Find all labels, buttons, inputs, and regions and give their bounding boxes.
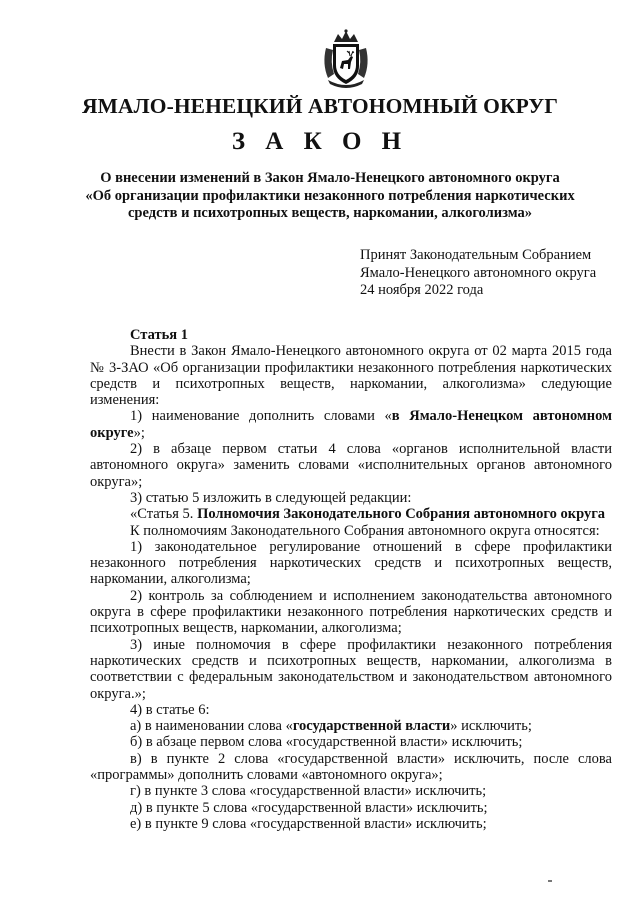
law-title-line: средств и психотропных веществ, наркомании, алкоголизма» [128, 205, 532, 221]
article-intro: Внести в Закон Ямало-Ненецкого автономного округа от 02 марта 2015 года № 3-ЗАО «Об организации профилактики незаконного потребления наркотических средств и психотропных веществ, наркомании, алкоголизма» следующие изменения: [90, 343, 612, 409]
law-title-line: О внесении изменений в Закон Ямало-Ненецкого автономного округа [100, 170, 560, 186]
scan-mark [548, 880, 552, 882]
text-run: «Статья 5. [130, 506, 198, 523]
sub-item: д) в пункте 5 слова «государственной власти» исключить; [130, 799, 488, 816]
sub-item: в) в пункте 2 слова «государственной власти» исключить, после слова «программы» дополнить словами «автономного округа»; [90, 750, 612, 784]
sub-item: е) в пункте 9 слова «государственной власти» исключить; [130, 815, 487, 832]
adoption-line: Ямало-Ненецкого автономного округа [360, 264, 597, 281]
adoption-date: 24 ноября 2022 года [360, 282, 484, 298]
adoption-note [360, 247, 596, 300]
bold-text-run: Полномочия Законодательного Собрания автономного округа [197, 506, 606, 523]
new-article-paragraph: К полномочиям Законодательного Собрания автономного округа относятся: [130, 522, 600, 539]
amendment-item: 3) статью 5 изложить в следующей редакции: [130, 489, 412, 506]
new-article-paragraph: 1) законодательное регулирование отношений в сфере профилактики незаконного потребления наркотических средств и психотропных веществ, наркомании, алкоголизма; [90, 538, 612, 588]
amendment-item: 4) в статье 6: [130, 701, 210, 718]
adoption-line: Принят Законодательным Собранием [360, 247, 592, 263]
sub-item [90, 718, 612, 734]
region-heading: ЯМАЛО-НЕНЕЦКИЙ АВТОНОМНЫЙ ОКРУГ [81, 94, 559, 118]
amendment-item [90, 408, 612, 441]
sub-item: г) в пункте 3 слова «государственной власти» исключить; [130, 783, 487, 800]
text-run: » исключить; [450, 718, 532, 735]
bold-text-run: государственной власти [292, 718, 451, 735]
new-article-paragraph: 2) контроль за соблюдением и исполнением законодательства автономного округа в сфере профилактики незаконного потребления наркотических средств и психотропных веществ, наркомании, алкоголизма; [90, 587, 612, 637]
text-run: »; [133, 424, 145, 441]
amendment-item: 2) в абзаце первом статьи 4 слова «органов исполнительной власти автономного округа» заменить словами «исполнительных органов автономного округа»; [90, 441, 612, 490]
article-heading: Статья 1 [130, 327, 188, 343]
coat-of-arms-icon [316, 28, 376, 90]
law-title-line: «Об организации профилактики незаконного потребления наркотических [85, 187, 575, 204]
sub-item: б) в абзаце первом слова «государственной власти» исключить; [130, 734, 523, 751]
new-article-heading [90, 506, 612, 522]
law-title [60, 170, 600, 223]
new-article-paragraph: 3) иные полномочия в сфере профилактики незаконного потребления наркотических средств и психотропных веществ, наркомании, алкоголизма в соответствии с федеральным законодательством и законодательством автономного округа.»; [90, 636, 612, 702]
text-run: а) в наименовании слова « [130, 718, 293, 735]
document-type-heading: З А К О Н [231, 128, 409, 155]
bold-text-run: в Ямало-Ненецком автономном округе [90, 408, 612, 441]
text-run: 1) наименование дополнить словами « [130, 408, 392, 425]
law-body [90, 327, 612, 832]
